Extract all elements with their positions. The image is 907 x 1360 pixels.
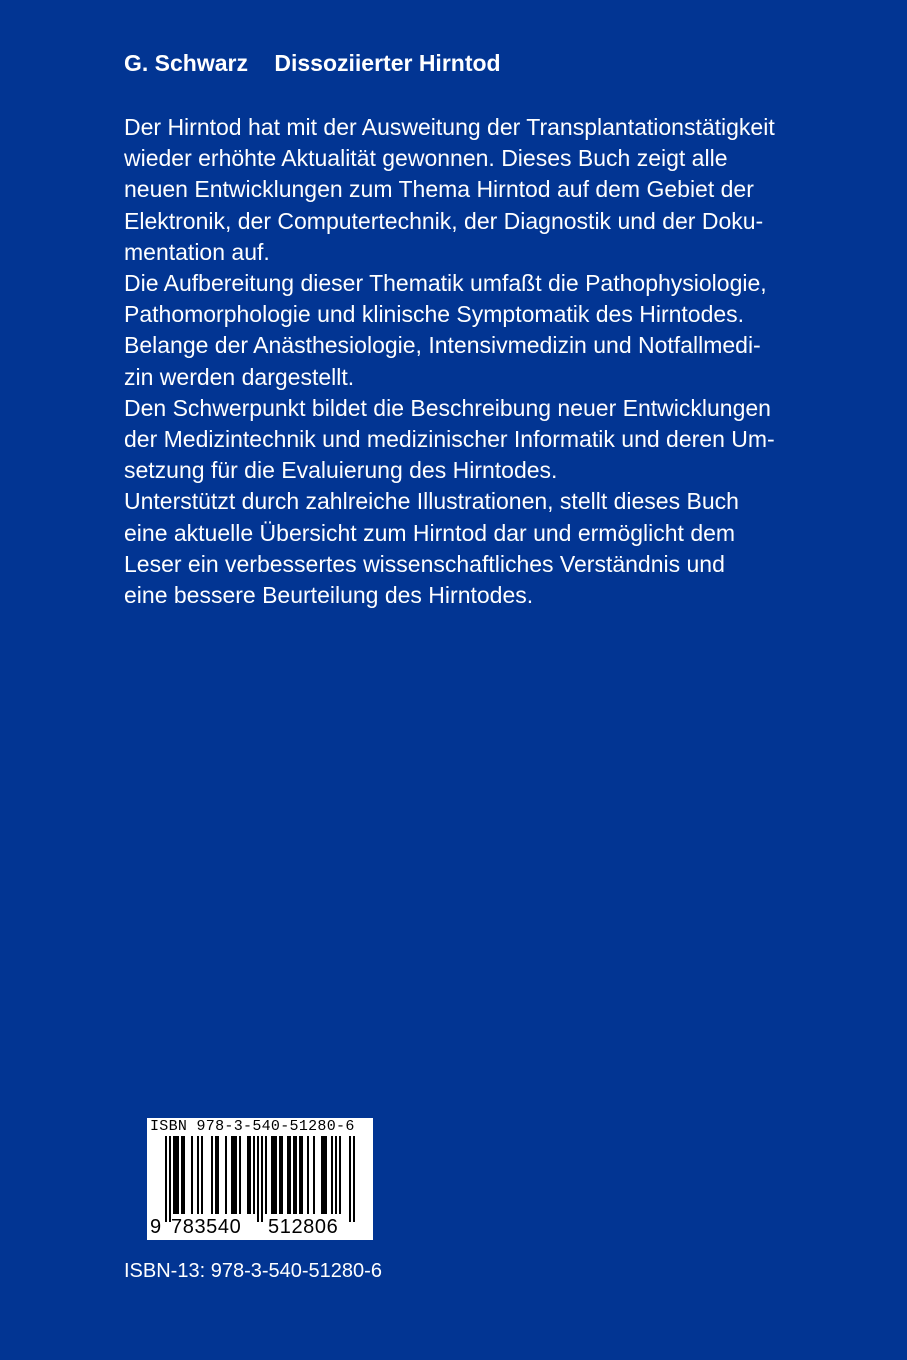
barcode-bar — [235, 1136, 237, 1214]
barcode-bar — [279, 1136, 281, 1214]
barcode-bar — [271, 1136, 273, 1214]
barcode-bar — [339, 1136, 341, 1214]
barcode-bar — [217, 1136, 219, 1214]
barcode-isbn-label: ISBN 978-3-540-51280-6 — [150, 1118, 355, 1135]
author-name: G. Schwarz — [124, 50, 248, 76]
description-line: mentation auf. — [124, 238, 270, 265]
barcode-bar — [325, 1136, 327, 1214]
isbn-13-text: ISBN-13: 978-3-540-51280-6 — [124, 1260, 382, 1282]
barcode-bar — [249, 1136, 251, 1214]
barcode-bar — [261, 1136, 263, 1222]
description-line: eine aktuelle Übersicht zum Hirntod dar und ermöglicht dem — [124, 519, 736, 546]
barcode-bar — [211, 1136, 213, 1214]
description-line: Elektronik, der Computertechnik, der Diagnostik und der Doku- — [124, 207, 764, 234]
barcode-bar — [275, 1136, 277, 1214]
barcode-bar — [169, 1136, 171, 1222]
barcode-bar — [323, 1136, 325, 1214]
description-line: Pathomorphologie und klinische Symptomatik des Hirntodes. — [124, 301, 745, 328]
description-line: Belange der Anästhesiologie, Intensivmedizin und Notfallmedi- — [124, 332, 761, 359]
barcode-bar — [293, 1136, 295, 1214]
barcode-bar — [289, 1136, 291, 1214]
barcode-bar — [301, 1136, 303, 1214]
barcode-bar — [307, 1136, 309, 1214]
barcode-bar — [177, 1136, 179, 1214]
barcode-bar — [273, 1136, 275, 1214]
description-line: Den Schwerpunkt bildet die Beschreibung neuer Entwicklungen — [124, 394, 771, 421]
barcode-digit-first: 9 — [150, 1216, 162, 1238]
barcode-bar — [173, 1136, 175, 1214]
barcode-bar — [265, 1136, 267, 1214]
description-line: setzung für die Evaluierung des Hirntodes. — [124, 457, 558, 484]
barcode-bar — [201, 1136, 203, 1214]
barcode-bar — [295, 1136, 297, 1214]
barcode-bar — [165, 1136, 167, 1222]
barcode-bar — [191, 1136, 193, 1214]
barcode-digits-right: 512806 — [268, 1216, 339, 1238]
barcode-bar — [175, 1136, 177, 1214]
description-line: zin werden dargestellt. — [124, 363, 355, 390]
description-line: Die Aufbereitung dieser Thematik umfaßt die Pathophysiologie, — [124, 270, 767, 297]
description-line: eine bessere Beurteilung des Hirntodes. — [124, 582, 534, 609]
barcode-bar — [287, 1136, 289, 1214]
barcode-bar — [183, 1136, 185, 1214]
barcode-digits-left: 783540 — [171, 1216, 242, 1238]
barcode-bar — [197, 1136, 199, 1214]
barcode-bar — [331, 1136, 333, 1214]
description-line: wieder erhöhte Aktualität gewonnen. Dieses Buch zeigt alle — [124, 145, 728, 172]
description-line: Der Hirntod hat mit der Ausweitung der Transplantationstätigkeit — [124, 114, 775, 140]
description-line: Unterstützt durch zahlreiche Illustrationen, stellt dieses Buch — [124, 488, 739, 515]
description-line: neuen Entwicklungen zum Thema Hirntod auf dem Gebiet der — [124, 176, 754, 203]
book-header — [124, 50, 501, 77]
barcode-bar — [313, 1136, 315, 1214]
barcode-bar — [231, 1136, 233, 1214]
description-line: der Medizintechnik und medizinischer Informatik und deren Um- — [124, 426, 775, 453]
book-description — [124, 112, 814, 611]
barcode-bar — [321, 1136, 323, 1214]
book-title: Dissoziierter Hirntod — [274, 50, 501, 76]
barcode-bar — [233, 1136, 235, 1214]
description-line: Leser ein verbessertes wissenschaftliches Verständnis und — [124, 550, 725, 577]
barcode-bar — [299, 1136, 301, 1214]
barcode-bar — [335, 1136, 337, 1214]
barcode-bar — [225, 1136, 227, 1214]
barcode-bar — [257, 1136, 259, 1222]
barcode-bar — [353, 1136, 355, 1222]
barcode-bar — [247, 1136, 249, 1214]
barcode-bar — [349, 1136, 351, 1222]
barcode-bar — [239, 1136, 241, 1214]
barcode-bar — [215, 1136, 217, 1214]
isbn-barcode — [147, 1118, 373, 1240]
barcode-bar — [181, 1136, 183, 1214]
barcode-bar — [253, 1136, 255, 1214]
barcode-bar — [281, 1136, 283, 1214]
